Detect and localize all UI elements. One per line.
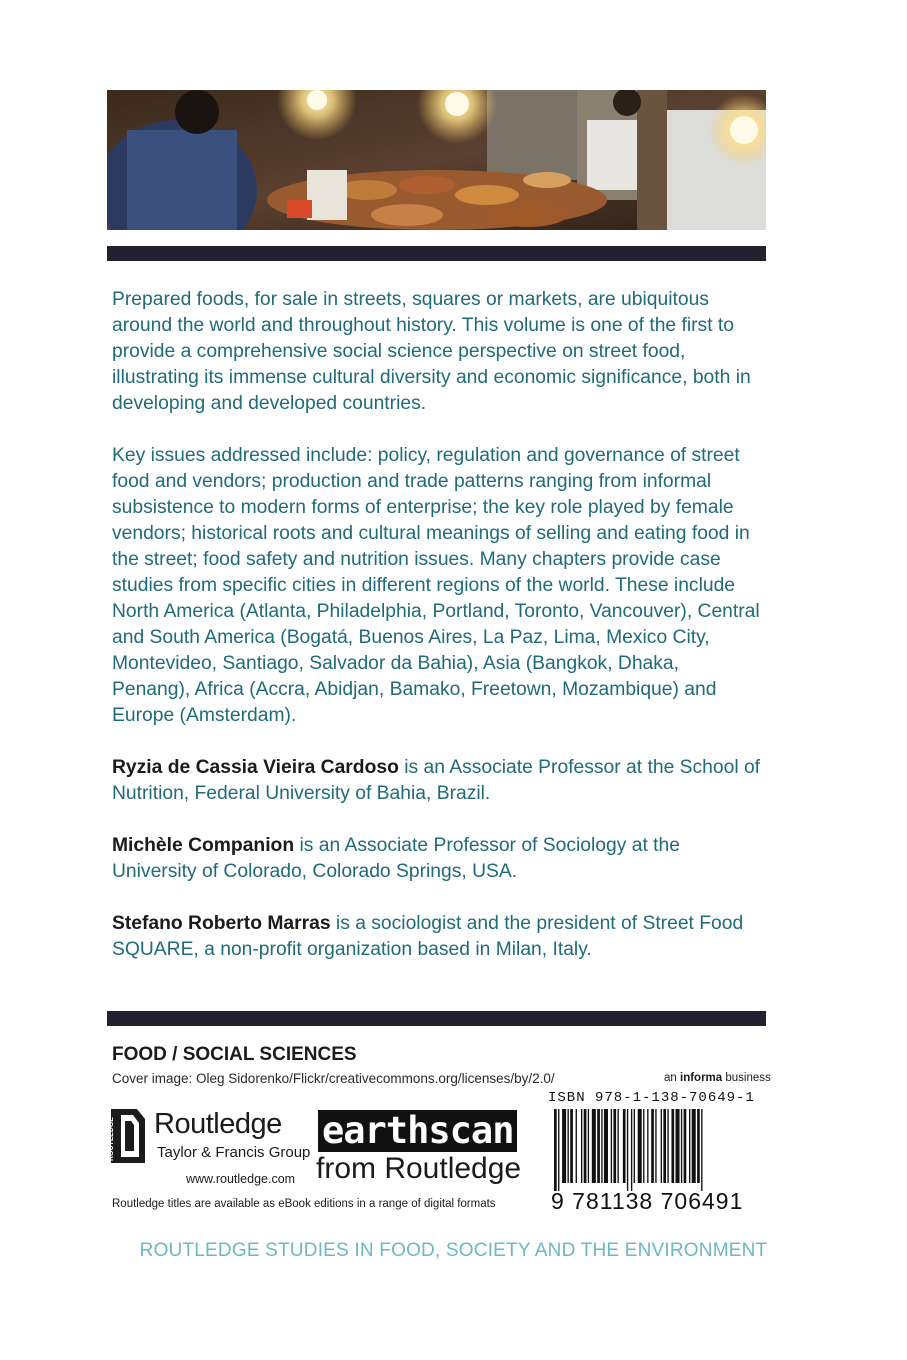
- earthscan-logo: earthscan: [318, 1110, 517, 1152]
- routledge-logo-icon: [107, 1107, 147, 1165]
- barcode-bar: [661, 1109, 662, 1183]
- barcode-bar: [623, 1109, 626, 1183]
- barcode-icon: [550, 1109, 766, 1191]
- barcode-bar: [643, 1109, 644, 1183]
- back-cover-blurb: [112, 287, 762, 989]
- series-title: ROUTLEDGE STUDIES IN FOOD, SOCIETY AND THE ENVIRONMENT: [139, 1240, 768, 1261]
- cover-credit: Cover image: Oleg Sidorenko/Flickr/creativecommons.org/licenses/by/2.0/: [112, 1071, 555, 1086]
- barcode-bar: [611, 1109, 612, 1183]
- barcode-bar: [689, 1109, 690, 1183]
- barcode-bar: [631, 1109, 632, 1191]
- barcode-bar: [638, 1109, 642, 1183]
- ebook-note: Routledge titles are available as eBook editions in a range of digital formats: [112, 1198, 496, 1210]
- barcode-bar: [663, 1109, 666, 1183]
- author-text-1: is an Associate Professor at the School of Nutrition, Federal University of Bahia, Brazil.: [112, 757, 761, 804]
- barcode-bar: [655, 1109, 656, 1183]
- barcode-bar: [701, 1109, 702, 1191]
- barcode-bar: [592, 1109, 596, 1183]
- informa-prefix: an: [664, 1072, 680, 1084]
- author-text-3: is a sociologist and the president of Street Food SQUARE, a non-profit organization based in Milan, Italy.: [112, 913, 744, 960]
- author-name-2: Michèle Companion: [112, 835, 295, 856]
- author-bio-1: [112, 755, 762, 807]
- author-bio-2: [112, 833, 762, 885]
- routledge-vertical-text: ROUTLEDGE: [108, 1117, 115, 1161]
- informa-bold: informa: [680, 1072, 723, 1084]
- author-name-1: Ryzia de Cassia Vieira Cardoso: [112, 757, 399, 778]
- informa-suffix: business: [722, 1072, 771, 1084]
- barcode-bar: [681, 1109, 682, 1183]
- barcode-bar: [684, 1109, 687, 1183]
- blurb-paragraph-2: Key issues addressed include: policy, regulation and governance of street food and vendors; production and trade patterns ranging from informal subsistence to modern forms of enterprise; the key role played by female vendors; historical roots and cultural meanings of selling and eating food in the street; food safety and nutrition issues. Many chapters provide case studies from specific cities in different regions of the world. These include North America (Atlanta, Philadelphia, Portland, Toronto, Vancouver), Central and South America (Bogatá, Buenos Aires, La Paz, Lima, Mexico City, Montevideo, Santiago, Salvador da Bahia), Asia (Bangkok, Dhaka, Penang), Africa (Accra, Abidjan, Bamako, Freetown, Mozambique) and Europe (Amsterdam).: [112, 445, 760, 726]
- barcode-bar: [692, 1109, 696, 1183]
- author-name-3: Stefano Roberto Marras: [112, 913, 331, 934]
- barcode-bar: [604, 1109, 608, 1183]
- barcode-bar: [581, 1109, 582, 1183]
- barcode-bar: [647, 1109, 648, 1183]
- routledge-group: Taylor & Francis Group: [157, 1144, 311, 1161]
- barcode-digits: 9 781138 706491: [551, 1188, 744, 1214]
- barcode-bar: [568, 1109, 569, 1183]
- barcode-bar: [558, 1109, 559, 1191]
- barcode-bar: [588, 1109, 589, 1183]
- bottom-rule: [107, 1011, 766, 1026]
- informa-tagline: [664, 1072, 771, 1084]
- routledge-name: Routledge: [154, 1108, 282, 1140]
- barcode-bar: [697, 1109, 700, 1183]
- barcode-bar: [634, 1109, 635, 1183]
- author-text-2: is an Associate Professor of Sociology at the University of Colorado, Colorado Springs, USA.: [112, 835, 680, 882]
- barcode-bar: [613, 1109, 616, 1183]
- cover-photo: [107, 90, 766, 230]
- barcode-bar: [562, 1109, 566, 1183]
- barcode-bar: [570, 1109, 573, 1183]
- barcode-bar: [601, 1109, 602, 1183]
- barcode-bar: [651, 1109, 654, 1183]
- barcode-bar: [576, 1109, 577, 1183]
- barcode-bar: [676, 1109, 680, 1183]
- barcode-bar: [671, 1109, 674, 1183]
- barcode-bar: [627, 1109, 628, 1191]
- barcode-bar: [584, 1109, 587, 1183]
- blurb-paragraph-1: Prepared foods, for sale in streets, squares or markets, are ubiquitous around the world and throughout history. This volume is one of the first to provide a comprehensive social science perspective on street food, illustrating its immense cultural diversity and economic significance, both in developing and developed countries.: [112, 289, 751, 414]
- subject-category: FOOD / SOCIAL SCIENCES: [112, 1044, 357, 1065]
- barcode-bar: [554, 1109, 557, 1191]
- barcode-bar: [617, 1109, 618, 1183]
- barcode-bar: [667, 1109, 668, 1183]
- barcode-bar: [597, 1109, 600, 1183]
- top-rule: [107, 246, 766, 261]
- author-bio-3: [112, 911, 762, 963]
- isbn: ISBN 978-1-138-70649-1: [548, 1090, 755, 1106]
- routledge-url: www.routledge.com: [186, 1172, 296, 1186]
- from-routledge: from Routledge: [316, 1152, 522, 1185]
